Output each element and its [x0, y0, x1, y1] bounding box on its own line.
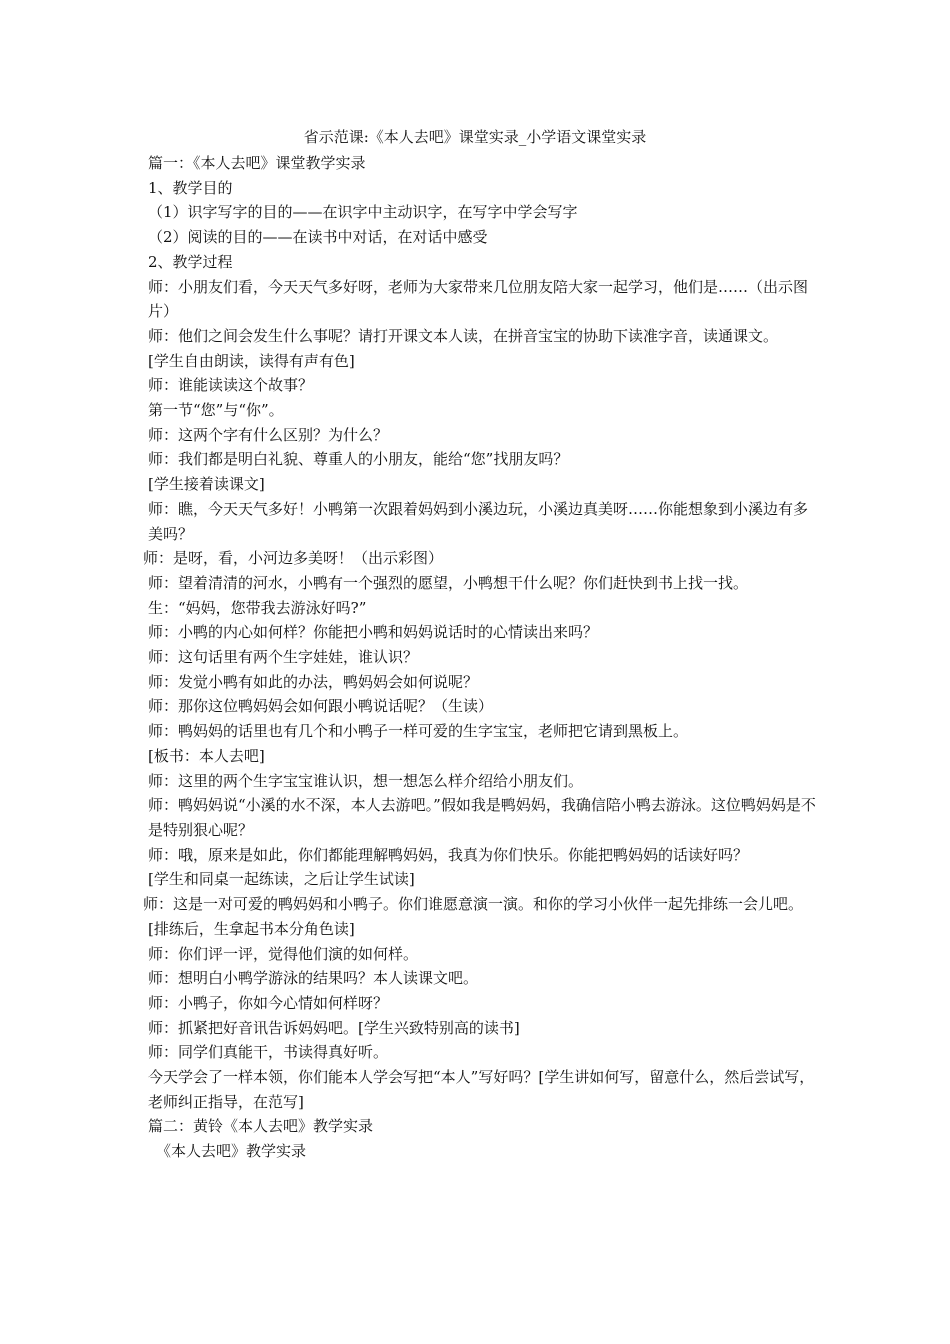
paragraph: 师：小鸭的内心如何样？你能把小鸭和妈妈说话时的心情读出来吗？: [148, 623, 599, 642]
paragraph: （1）识字写字的目的——在识字中主动识字，在写字中学会写字: [148, 203, 578, 222]
paragraph: 师：哦，原来是如此，你们都能理解鸭妈妈，我真为你们快乐。你能把鸭妈妈的话读好吗？: [148, 845, 749, 864]
subsection-heading: 2、教学过程: [148, 252, 233, 271]
section-heading: 篇一：《本人去吧》课堂教学实录: [148, 154, 366, 172]
paragraph: 师：这句话里有两个生字娃娃，谁认识？: [148, 648, 419, 667]
paragraph: [学生和同桌一起练读，之后让学生试读]: [148, 870, 415, 889]
paragraph: 师：瞧，今天天气多好！小鸭第一次跟着妈妈到小溪边玩，小溪边真美呀……你能想象到小溪边有多美吗？: [148, 499, 809, 543]
document-title: 省示范课:《本人去吧》课堂实录_小学语文课堂实录: [303, 128, 647, 146]
paragraph: 师：小朋友们看，今天天气多好呀，老师为大家带来几位朋友陪大家一起学习，他们是……（出示图片）: [148, 277, 809, 321]
paragraph: 师：鸭妈妈说“小溪的水不深，本人去游吧。”假如我是鸭妈妈，我确信陪小鸭去游泳。这位鸭妈妈是不是特别狠心呢？: [148, 796, 816, 839]
paragraph: 师：同学们真能干，书读得真好听。: [148, 1043, 389, 1062]
paragraph: 师：我们都是明白礼貌、尊重人的小朋友，能给“您”找朋友吗？: [148, 450, 569, 469]
paragraph: [板书：本人去吧]: [148, 746, 265, 765]
paragraph: [学生接着读课文]: [148, 475, 265, 494]
paragraph: 师：望着清清的河水，小鸭有一个强烈的愿望，小鸭想干什么呢？你们赶快到书上找一找。: [148, 573, 749, 592]
paragraph: 师：这两个字有什么区别？为什么？: [148, 425, 389, 444]
paragraph: （2）阅读的目的——在读书中对话，在对话中感受: [148, 228, 488, 247]
paragraph: 师：小鸭子，你如今心情如何样呀？: [148, 993, 389, 1012]
paragraph: [排练后，生拿起书本分角色读]: [148, 919, 355, 938]
document-body: [145, 151, 817, 1164]
paragraph: [学生自由朗读，读得有声有色]: [148, 351, 355, 370]
paragraph: 师：是呀，看，小河边多美呀！（出示彩图）: [143, 549, 444, 568]
paragraph: 师：这里的两个生字宝宝谁认识，想一想怎么样介绍给小朋友们。: [148, 771, 584, 790]
paragraph: 生：“妈妈，您带我去游泳好吗?”: [148, 598, 367, 617]
paragraph: 《本人去吧》教学实录: [156, 1142, 307, 1161]
paragraph: 第一节“您”与“你”。: [148, 401, 284, 420]
paragraph: 师：他们之间会发生什么事呢？请打开课文本人读，在拼音宝宝的协助下读准字音，读通课文。: [148, 326, 779, 345]
paragraph: 师：谁能读读这个故事？: [148, 376, 314, 395]
paragraph: 师：抓紧把好音讯告诉妈妈吧。[学生兴致特别高的读书]: [148, 1018, 520, 1037]
paragraph: 师：鸭妈妈的话里也有几个和小鸭子一样可爱的生字宝宝，老师把它请到黑板上。: [148, 722, 689, 741]
paragraph: 师：你们评一评，觉得他们演的如何样。: [148, 944, 419, 963]
subsection-heading: 1、教学目的: [148, 178, 233, 197]
paragraph: 师：发觉小鸭有如此的办法，鸭妈妈会如何说呢？: [148, 672, 479, 691]
paragraph: 今天学会了一样本领，你们能本人学会写把“本人”写好吗？[学生讲如何写，留意什么，然后尝试写，老师纠正指导，在范写]: [148, 1068, 815, 1111]
paragraph: 师：那你这位鸭妈妈会如何跟小鸭说话呢？（生读）: [148, 697, 494, 716]
section-heading: 篇二：黄铃《本人去吧》教学实录: [148, 1117, 374, 1136]
paragraph: 师：想明白小鸭学游泳的结果吗？本人读课文吧。: [148, 969, 479, 988]
paragraph: 师：这是一对可爱的鸭妈妈和小鸭子。你们谁愿意演一演。和你的学习小伙伴一起先排练一会儿吧。: [143, 895, 804, 914]
